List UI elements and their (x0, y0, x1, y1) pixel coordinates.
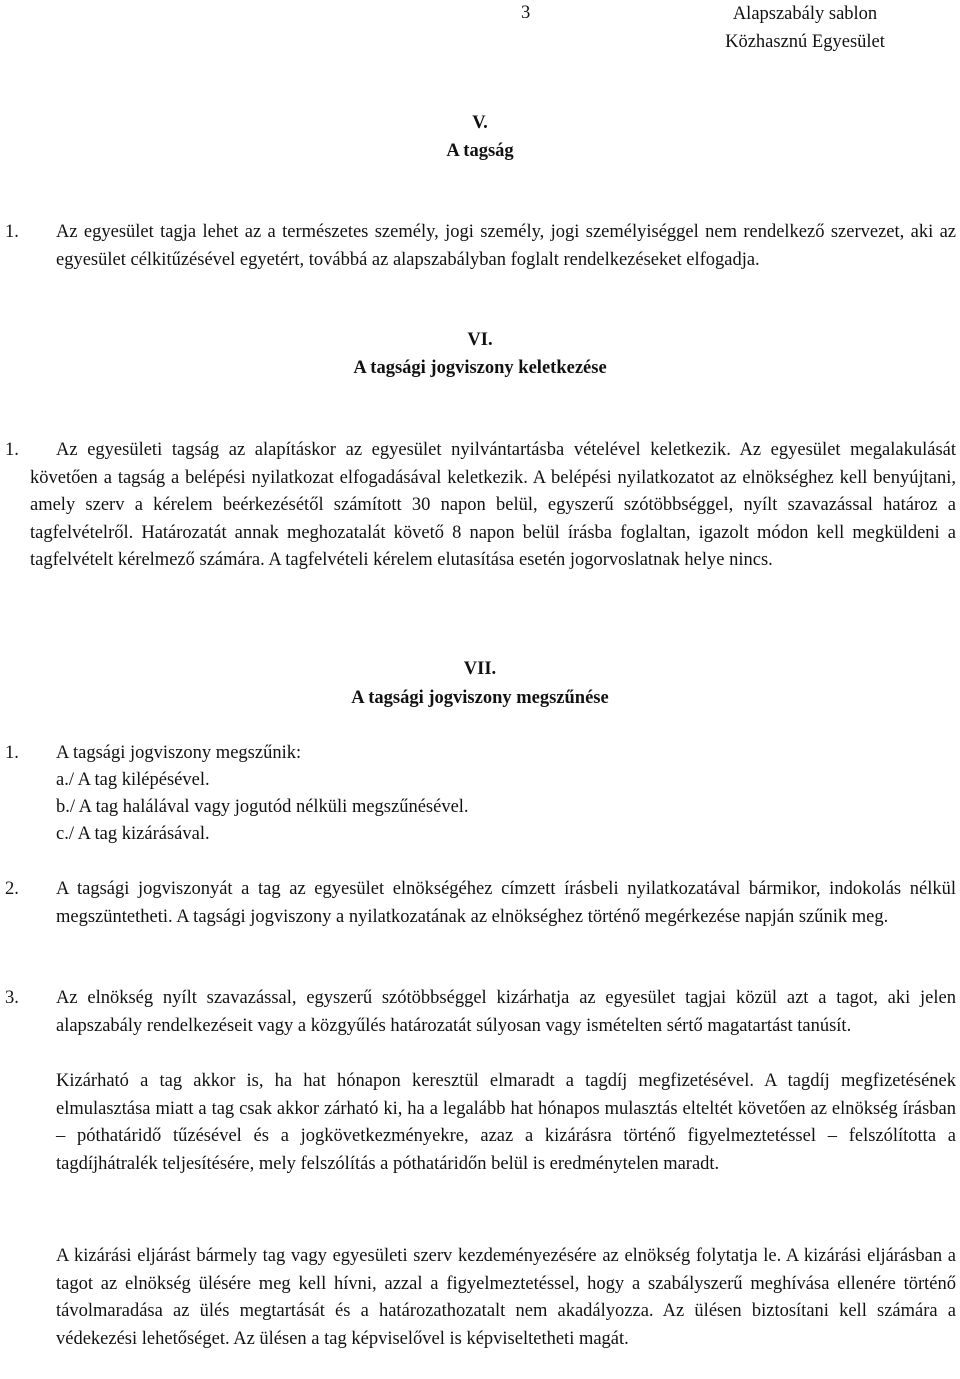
section-vii-item3-paragraph-b: Kizárható a tag akkor is, ha hat hónapon keresztül elmaradt a tagdíj megfizetésével. A tagdíj megfizetésének elmulasztása miatt a tag csak akkor zárható ki, ha a legalább hat hónapos mulasztás elteltét követően az elnökség írásban – póthatáridő tűzésével és a jogkövetkezményekre, azaz a kizárásra történő figyelmeztetéssel – felszólította a tagdíjhátralék teljesítésére, mely felszólítás a póthatáridőn belül is eredménytelen maradt. (56, 1071, 956, 1174)
section-vi-roman: VI. (467, 330, 493, 350)
section-v-roman: V. (472, 113, 488, 133)
section-v-item-number: 1. (5, 222, 19, 242)
document-header-title (710, 0, 900, 56)
section-v-title: A tagság (446, 141, 514, 161)
section-vii-item3-number: 3. (5, 988, 19, 1008)
section-vi-title: A tagsági jogviszony keletkezése (353, 358, 607, 378)
section-vii-roman: VII. (463, 659, 497, 679)
list-item-c: c./ A tag kizárásával. (56, 824, 210, 844)
section-vi-paragraph-text: Az egyesületi tagság az alapításkor az egyesület nyilvántartásba vételével keletkezik. Az egyesület megalakulását követően a tagság a belépési nyilatkozat elfogadásával keletkezik. A belépési nyilatkozatot az elnökséghez kell benyújtani, amely szerv a kérelem beérkezésétől számított 30 napon belül, egyszerű szótöbbséggel, nyílt szavazással határoz a tagfelvételről. Határozatát annak meghozatalát követő 8 napon belül írásba foglaltan, igazolt módon kell megküldeni a tagfelvételt kérelmező számára. A tagfelvételi kérelem elutasítása esetén jogorvoslatnak helye nincs. (30, 440, 956, 570)
section-v-paragraph: Az egyesület tagja lehet az a természetes személy, jogi személy, jogi személyiséggel nem rendelkező szervezet, aki az egyesület célkitűzésével egyetért, továbbá az alapszabályban foglalt rendelkezéseket elfogadja. (56, 222, 956, 270)
section-vii-item1-number: 1. (5, 743, 19, 763)
section-vi-paragraph (5, 437, 956, 575)
section-vii-item3-paragraph-a: Az elnökség nyílt szavazással, egyszerű szótöbbséggel kizárhatja az egyesület tagjai közül azt a tagot, aki jelen alapszabály rendelkezéseit vagy a közgyűlés határozatát súlyosan vagy ismételten sértő magatartást tanúsít. (56, 988, 956, 1036)
section-vii-title: A tagsági jogviszony megszűnése (351, 688, 609, 708)
page-number: 3 (521, 3, 531, 23)
list-item-a: a./ A tag kilépésével. (56, 770, 210, 790)
section-vii-item2-paragraph: A tagsági jogviszonyát a tag az egyesület elnökségéhez címzett írásbeli nyilatkozatával bármikor, indokolás nélkül megszüntetheti. A tagsági jogviszony a nyilatkozatának az elnökséghez történő megérkezése napján szűnik meg. (56, 879, 956, 927)
section-vii-item1-intro: A tagsági jogviszony megszűnik: (56, 743, 302, 763)
header-title-line1: Alapszabály sablon (732, 4, 878, 24)
section-vi-item-number: 1. (5, 440, 19, 460)
section-vii-item2-number: 2. (5, 879, 19, 899)
header-title-line2: Közhasznú Egyesület (725, 32, 885, 52)
section-vii-item3-paragraph-c: A kizárási eljárást bármely tag vagy egyesületi szerv kezdeményezésére az elnökség folytatja le. A kizárási eljárásban a tagot az elnökség ülésére meg kell hívni, azzal a figyelmeztetéssel, hogy a szabályszerű meghívása ellenére történő távolmaradása az ülés megtartását és a határozathozatalt nem akadályozza. Az ülésen biztosítani kell számára a védekezési lehetőséget. Az ülésen a tag képviselővel is képviseltetheti magát. (56, 1246, 956, 1349)
list-item-b: b./ A tag halálával vagy jogutód nélküli megszűnésével. (56, 797, 469, 817)
